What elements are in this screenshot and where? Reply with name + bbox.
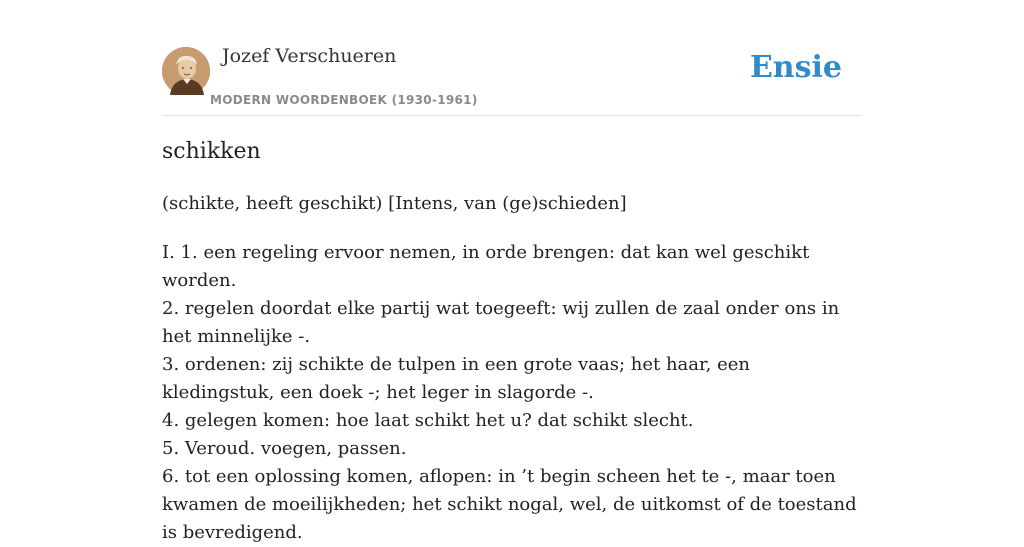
entry-term: schikken [162,139,261,164]
sense-4: 4. gelegen komen: hoe laat schikt het u? dat schikt slecht. [162,410,694,431]
ensie-logo[interactable]: Ensie [749,50,842,85]
source-label[interactable]: MODERN WOORDENBOEK (1930-1961) [210,93,478,107]
author-name[interactable]: Jozef Verschueren [222,45,397,67]
sense-3: 3. ordenen: zij schikte de tulpen in een grote vaas; het haar, een kledingstuk, een doek -; het leger in slagorde -. [162,354,750,403]
entry-etymology: (schikte, heeft geschikt) [Intens, van (ge)schieden] [162,193,627,214]
entry-page [162,0,862,543]
entry-definition [162,239,862,547]
entry-header [162,0,862,116]
sense-1: I. 1. een regeling ervoor nemen, in orde brengen: dat kan wel geschikt worden. [162,242,810,291]
author-portrait-icon [162,47,210,95]
sense-6: 6. tot een oplossing komen, aflopen: in ’t begin scheen het te -, maar toen kwamen de moeilijkheden; het schikt nogal, wel, de uitkomst of de toestand is bevredigend. [162,466,857,543]
author-avatar[interactable] [162,47,210,95]
sense-5: 5. Veroud. voegen, passen. [162,438,407,459]
sense-2: 2. regelen doordat elke partij wat toegeeft: wij zullen de zaal onder ons in het minnelijke -. [162,298,840,347]
